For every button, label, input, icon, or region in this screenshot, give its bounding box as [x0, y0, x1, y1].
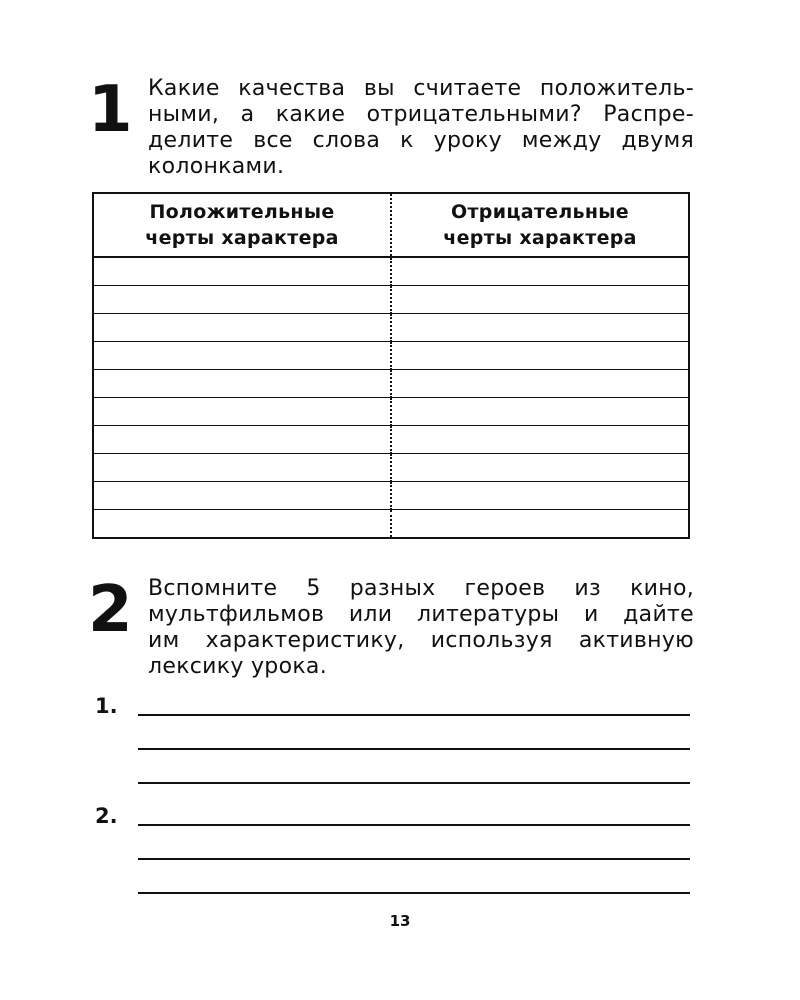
positive-trait-cell[interactable]	[93, 342, 391, 370]
positive-trait-cell[interactable]	[93, 482, 391, 510]
positive-trait-cell[interactable]	[93, 286, 391, 314]
negative-trait-cell[interactable]	[391, 398, 689, 426]
traits-table-body	[93, 257, 689, 538]
negative-trait-cell[interactable]	[391, 286, 689, 314]
header-line: черты характера	[443, 227, 637, 249]
task-1-text-line: Какие качества вы считаете положитель-	[148, 76, 694, 101]
answer-2-line[interactable]	[138, 824, 690, 826]
header-line: черты характера	[145, 227, 339, 249]
page-number: 13	[389, 912, 411, 930]
table-header-row	[93, 193, 689, 257]
positive-trait-cell[interactable]	[93, 426, 391, 454]
task-2-text-line: им характеристику, используя активную	[148, 628, 694, 653]
positive-traits-header	[93, 193, 391, 257]
negative-trait-cell[interactable]	[391, 314, 689, 342]
task-1-instructions	[148, 76, 694, 180]
table-row	[93, 510, 689, 539]
task-2-number: 2	[88, 573, 133, 647]
positive-trait-cell[interactable]	[93, 398, 391, 426]
table-row	[93, 482, 689, 510]
positive-trait-cell[interactable]	[93, 510, 391, 539]
answer-2-label: 2.	[95, 804, 118, 828]
task-1-text-line: делите все слова к уроку между двумя	[148, 128, 694, 153]
task-2-instructions	[148, 576, 694, 680]
table-row	[93, 286, 689, 314]
task-1-text-line: ными, а какие отрицательными? Распре-	[148, 102, 694, 127]
task-2-text-line: мультфильмов или литературы и дайте	[148, 602, 694, 627]
positive-trait-cell[interactable]	[93, 257, 391, 286]
negative-trait-cell[interactable]	[391, 342, 689, 370]
table-row	[93, 257, 689, 286]
negative-trait-cell[interactable]	[391, 426, 689, 454]
task-1-text-line: колонками.	[148, 154, 285, 179]
negative-trait-cell[interactable]	[391, 257, 689, 286]
answer-2-line[interactable]	[138, 892, 690, 894]
negative-trait-cell[interactable]	[391, 482, 689, 510]
answer-2-line[interactable]	[138, 858, 690, 860]
task-1-number: 1	[88, 73, 133, 147]
negative-trait-cell[interactable]	[391, 510, 689, 539]
negative-traits-header	[391, 193, 689, 257]
header-line: Положительные	[149, 201, 335, 223]
negative-trait-cell[interactable]	[391, 454, 689, 482]
table-row	[93, 398, 689, 426]
table-row	[93, 314, 689, 342]
positive-trait-cell[interactable]	[93, 314, 391, 342]
answer-1-line[interactable]	[138, 782, 690, 784]
answer-1-line[interactable]	[138, 714, 690, 716]
task-2-text-line: Вспомните 5 разных героев из кино,	[148, 576, 694, 601]
task-2-text-line: лексику урока.	[148, 654, 327, 679]
table-row	[93, 370, 689, 398]
positive-trait-cell[interactable]	[93, 454, 391, 482]
answer-1-label: 1.	[95, 694, 118, 718]
answer-1-line[interactable]	[138, 748, 690, 750]
table-row	[93, 454, 689, 482]
table-row	[93, 426, 689, 454]
negative-trait-cell[interactable]	[391, 370, 689, 398]
positive-trait-cell[interactable]	[93, 370, 391, 398]
traits-table	[92, 192, 690, 539]
header-line: Отрицательные	[451, 201, 629, 223]
table-row	[93, 342, 689, 370]
